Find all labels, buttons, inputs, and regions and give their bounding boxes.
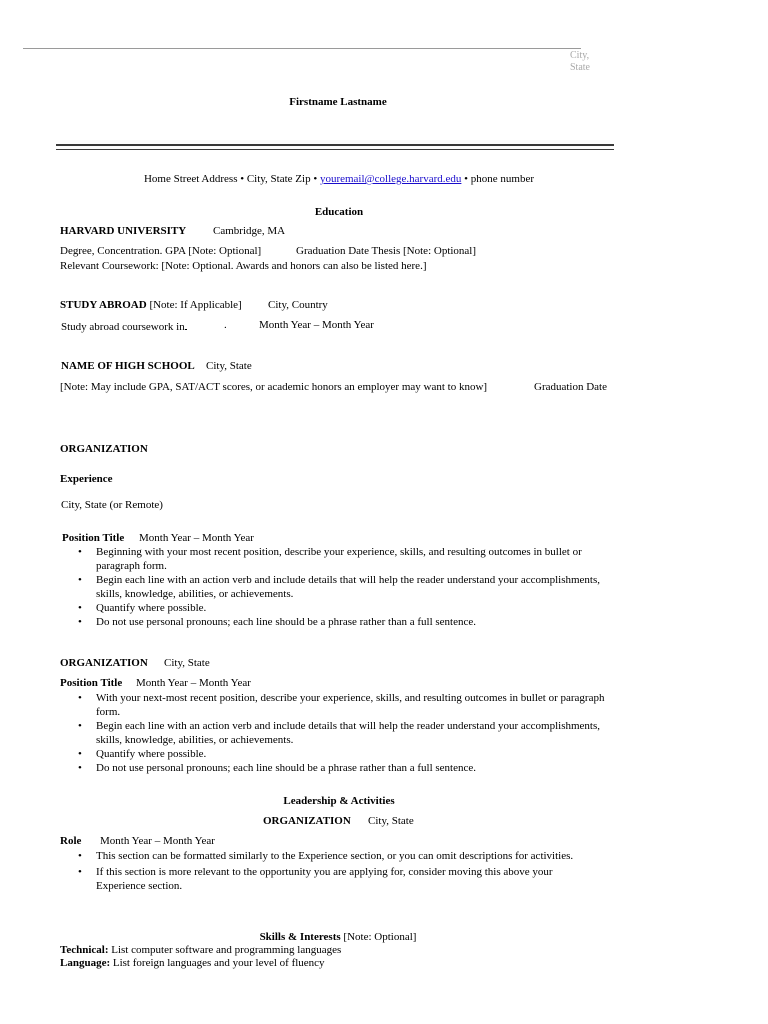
skills-heading-note: [Note: Optional]	[340, 931, 417, 943]
position-2-bullets	[78, 691, 623, 775]
contact-line	[0, 173, 678, 186]
role-dates: Month Year – Month Year	[100, 835, 215, 847]
organization-2-location: City, State	[164, 657, 210, 669]
organization-1-location: City, State (or Remote)	[61, 499, 163, 511]
skills-heading-title: Skills & Interests	[259, 931, 341, 943]
coursework-line: Relevant Coursework: [Note: Optional. Awards and honors can also be listed here.]	[60, 260, 427, 272]
corner-city: City,	[570, 50, 590, 61]
high-school-name: NAME OF HIGH SCHOOL	[61, 360, 195, 372]
study-abroad-line	[60, 299, 242, 312]
language-line	[60, 957, 325, 970]
corner-location	[570, 50, 590, 74]
position-1-dates: Month Year – Month Year	[139, 532, 254, 544]
bullet-text: • Begin each line with an action verb and include details that will help the reader understand your accomplishments, skills, knowledge, abilities, or achievements.	[96, 574, 601, 600]
position-1-title: Position Title	[62, 532, 125, 544]
study-abroad-label: STUDY ABROAD	[60, 299, 147, 311]
graduation-thesis: Graduation Date Thesis [Note: Optional]	[296, 245, 477, 257]
position-2-title: Position Title	[60, 677, 123, 689]
list-item	[78, 719, 623, 747]
list-item	[78, 545, 623, 573]
organization-1-name: ORGANIZATION	[60, 443, 148, 455]
bullet-text: • Begin each line with an action verb and include details that will help the reader understand your accomplishments, skills, knowledge, abilities, or achievements.	[96, 720, 601, 746]
language-text: List foreign languages and your level of fluency	[110, 957, 325, 969]
list-item	[78, 573, 623, 601]
bullet-text: • Do not use personal pronouns; each line should be a phrase rather than a full sentence.	[96, 762, 476, 774]
technical-label: Technical:	[60, 944, 109, 956]
technical-line	[60, 944, 341, 957]
study-abroad-dates: Month Year – Month Year	[259, 319, 374, 331]
bullet-text: • Do not use personal pronouns; each line should be a phrase rather than a full sentence.	[96, 616, 476, 628]
email-link[interactable]: youremail@college.harvard.edu	[319, 173, 462, 185]
role-title: Role	[60, 835, 82, 847]
skills-heading	[0, 931, 676, 944]
list-item	[78, 865, 623, 893]
language-label: Language:	[60, 957, 111, 969]
position-1-line	[62, 532, 124, 545]
technical-text: List computer software and programming languages	[108, 944, 342, 956]
experience-heading: Experience	[60, 473, 113, 485]
education-heading: Education	[314, 206, 364, 218]
contact-phone: • phone number	[461, 173, 534, 185]
leadership-location: City, State	[368, 815, 414, 827]
bullet-text: • Quantify where possible.	[96, 748, 207, 760]
list-item	[78, 761, 623, 775]
high-school-note: [Note: May include GPA, SAT/ACT scores, or academic honors an employer may want to know]	[60, 381, 488, 393]
bullet-text: • Quantify where possible.	[96, 602, 207, 614]
top-divider	[23, 48, 581, 49]
list-item	[78, 691, 623, 719]
high-school-graduation: Graduation Date	[534, 381, 607, 393]
list-item	[78, 615, 623, 629]
study-abroad-coursework	[61, 319, 187, 334]
bullet-text: • If this section is more relevant to the opportunity you are applying for, consider moving this above your Experience section.	[96, 866, 553, 892]
bullet-text: • This section can be formatted similarly to the Experience section, or you can omit descriptions for activities.	[96, 850, 574, 862]
position-1-bullets	[78, 545, 623, 629]
list-item	[78, 747, 623, 761]
school-location: Cambridge, MA	[213, 225, 286, 237]
school-name: HARVARD UNIVERSITY	[60, 225, 187, 237]
bullet-text: • With your next-most recent position, describe your experience, skills, and resulting outcomes in bullet or paragraph form.	[96, 692, 605, 718]
coursework-blank	[185, 319, 187, 330]
leadership-bullets	[78, 849, 623, 893]
bullet-text: • Beginning with your most recent position, describe your experience, skills, and resulting outcomes in bullet or paragraph form.	[96, 546, 582, 572]
corner-state: State	[570, 62, 590, 73]
contact-address: Home Street Address • City, State Zip •	[143, 173, 320, 185]
organization-2-name: ORGANIZATION	[60, 657, 148, 669]
list-item	[78, 849, 623, 863]
high-school-location: City, State	[206, 360, 252, 372]
leadership-heading: Leadership & Activities	[283, 795, 395, 807]
leadership-organization: ORGANIZATION	[263, 815, 351, 827]
study-abroad-dot: .	[224, 319, 227, 331]
list-item	[78, 601, 623, 615]
position-2-dates: Month Year – Month Year	[136, 677, 251, 689]
study-abroad-course-text: Study abroad coursework in	[61, 321, 185, 333]
study-abroad-note: [Note: If Applicable]	[146, 299, 242, 311]
header-rule	[56, 144, 614, 150]
study-abroad-location: City, Country	[268, 299, 328, 311]
degree-line: Degree, Concentration. GPA [Note: Optional]	[60, 245, 262, 257]
resume-name: Firstname Lastname	[289, 96, 387, 108]
